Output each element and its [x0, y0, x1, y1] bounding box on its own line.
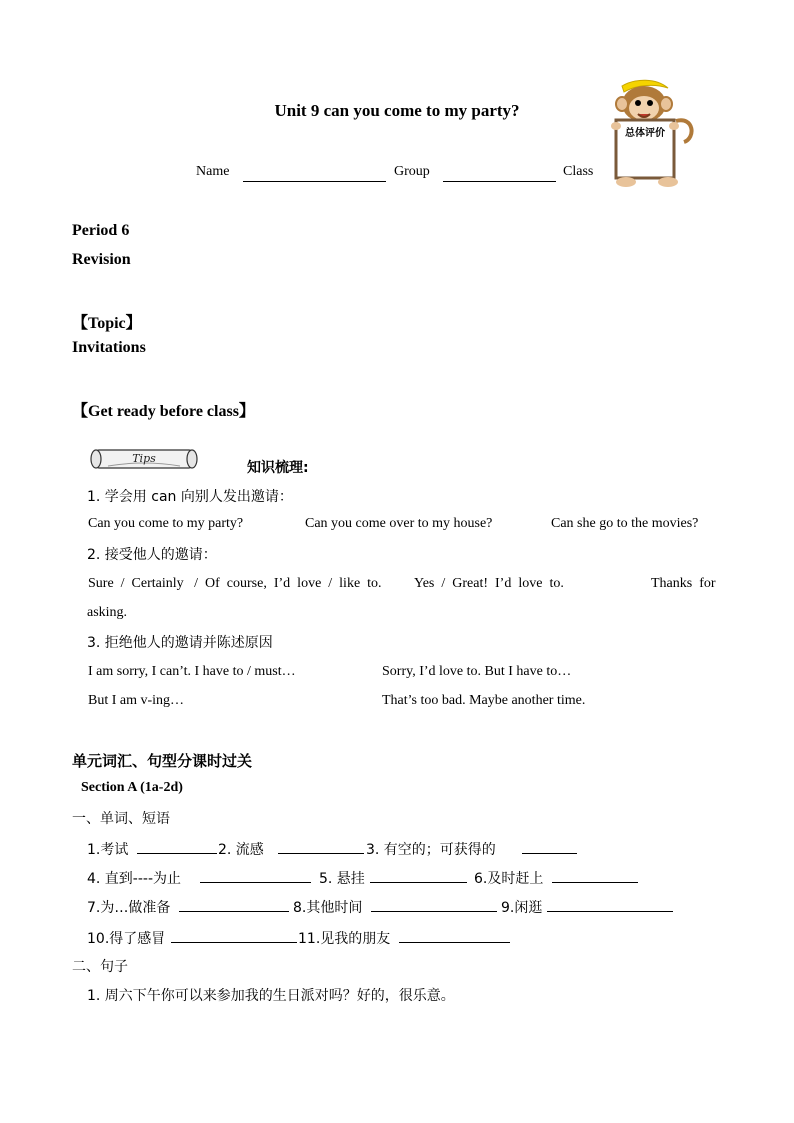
prep-heading: 【Get ready before class】 [72, 403, 255, 420]
part-2-heading: 二、句子 [72, 959, 128, 975]
point-2-example-3: Thanks for [651, 576, 716, 591]
sentence-item: 1. 周六下午你可以来参加我的生日派对吗？好的，很乐意。 [87, 988, 455, 1004]
point-2-example-4: asking. [87, 605, 128, 620]
point-2-example-2: Yes / Great! I’d love to. [414, 576, 564, 591]
vocab-item: 8.其他时间 [293, 900, 363, 916]
point-3-title: 3. 拒绝他人的邀请并陈述原因 [87, 635, 273, 651]
vocab-item: 7.为…做准备 [87, 900, 171, 916]
vocab-item: 1.考试 [87, 842, 129, 858]
badge-text: 总体评价 [625, 128, 665, 139]
group-label: Group [394, 164, 430, 179]
tips-banner-icon [88, 446, 200, 472]
group-blank[interactable] [443, 164, 556, 182]
vocab-blank[interactable] [278, 839, 364, 859]
vocab-item: 4. 直到----为止 [87, 871, 182, 887]
page-title: Unit 9 can you come to my party? [274, 101, 520, 120]
vocab-blank[interactable] [399, 928, 510, 948]
point-2-title: 2. 接受他人的邀请： [87, 547, 217, 563]
topic-value: Invitations [72, 339, 146, 356]
part-1-heading: 一、单词、短语 [72, 811, 170, 827]
unit-heading: 单元词汇、句型分课时过关 [72, 752, 253, 770]
period-type: Revision [72, 251, 131, 268]
period-label: Period 6 [72, 222, 130, 239]
class-label: Class [563, 164, 594, 179]
tips-label: Tips [132, 452, 156, 465]
vocab-blank[interactable] [552, 868, 638, 888]
vocab-item: 3. 有空的；可获得的 [366, 842, 496, 858]
point-3-example-4: That’s too bad. Maybe another time. [382, 693, 586, 708]
section-label: Section A (1a-2d) [81, 780, 183, 795]
point-2-example-1: Sure / Certainly / Of course, I’d love / like to. [88, 576, 382, 591]
vocab-blank[interactable] [137, 839, 217, 859]
vocab-blank[interactable] [370, 868, 467, 888]
vocab-item: 11.见我的朋友 [298, 931, 391, 947]
vocab-item: 5. 悬挂 [319, 871, 365, 887]
summary-heading: 知识梳理: [247, 460, 309, 476]
vocab-item: 9.闲逛 [501, 900, 543, 916]
topic-heading: 【Topic】 [72, 315, 142, 332]
point-3-example-2: Sorry, I’d love to. But I have to… [382, 664, 572, 679]
vocab-blank[interactable] [179, 897, 289, 917]
vocab-blank[interactable] [371, 897, 497, 917]
vocab-item: 10.得了感冒 [87, 931, 166, 947]
vocab-blank[interactable] [547, 897, 673, 917]
name-label: Name [196, 164, 230, 179]
vocab-blank[interactable] [171, 928, 297, 948]
point-1-example-1: Can you come to my party? [88, 516, 244, 531]
name-blank[interactable] [243, 164, 386, 182]
vocab-item: 2. 流感 [218, 842, 264, 858]
point-1-title: 1. 学会用 can 向别人发出邀请： [87, 489, 293, 505]
monkey-evaluation-badge [606, 76, 698, 191]
point-3-example-1: I am sorry, I can’t. I have to / must… [88, 664, 296, 679]
point-3-example-3: But I am v-ing… [88, 693, 185, 708]
vocab-item: 6.及时赶上 [474, 871, 544, 887]
vocab-blank[interactable] [522, 839, 577, 859]
point-1-example-3: Can she go to the movies? [551, 516, 699, 531]
vocab-blank[interactable] [200, 868, 311, 888]
point-1-example-2: Can you come over to my house? [305, 516, 493, 531]
